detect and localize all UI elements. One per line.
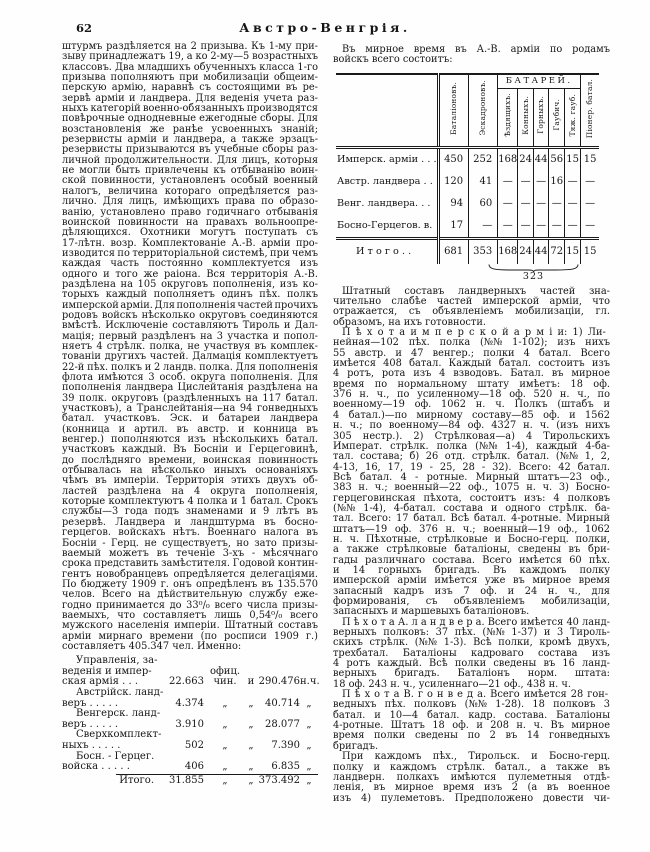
text-line-content: участковъ каждый. Въ Босніи и Герцеговинѣ,: [62, 444, 318, 456]
staff-value: 40.714: [265, 697, 300, 709]
table-cell: 15: [565, 238, 581, 264]
table-cell: —: [498, 171, 518, 193]
text-line: [62, 642, 318, 652]
staff-label: [62, 656, 158, 688]
staff-value: 6.835: [271, 761, 300, 773]
text-line-content: пополненія ландвера Цислейтанія раздѣлена на: [62, 382, 318, 394]
staff-value: 290.476: [258, 676, 300, 688]
table-cell: 681: [438, 238, 469, 264]
staff-value: 406: [184, 761, 204, 773]
text-line-content: н. ч. Пѣхотные, стрѣлковые и Босно-герц. полки,: [333, 533, 610, 545]
table-cell: —: [518, 171, 534, 193]
text-line-content: нейная—102 пѣх. полка (№№ 1-102); изъ нихъ: [333, 337, 610, 349]
text-line-content: ваемый можетъ въ теченіе 3-хъ - мѣсячнаго: [62, 547, 318, 559]
text-line-content: батал. участковъ. Эск. и батареи ландвера: [62, 413, 318, 425]
text-line-content: призыва пополняютъ при мобилизаціи общеим-: [62, 72, 318, 84]
text-line-content: которые комплектуютъ 4 полка и 1 батал. Срокъ: [62, 496, 318, 508]
text-line-content: ныхъ категорій военно-обязанныхъ производятся: [62, 103, 318, 115]
text-line-content: скихъ стрѣлк. (№№ 1-3). Всѣ полки, кромѣ двухъ,: [333, 637, 610, 649]
table-cell: 16: [549, 171, 565, 193]
text-line-content: 18 оф. 243 н. ч., усиленнаго—21 оф., 438 н. ч.: [333, 678, 571, 690]
staff-value: „: [306, 774, 312, 786]
row-label: Австр. ландвера . .: [337, 176, 433, 188]
text-line-content: венгер.) пополняются изъ нѣсколькихъ батал.: [62, 434, 318, 446]
staff-value: „: [222, 761, 228, 773]
text-line-content: 4 ротъ каждый. Всѣ полки сведены въ 16 ланд-: [333, 658, 610, 670]
text-line-content: 383 н. ч.; военный—22 оф., 1075 н. ч. 3) Босно-: [333, 482, 610, 494]
battery-subcolumn-header: [533, 88, 549, 147]
text-line-content: изводится по территоріальной системѣ, при чемъ: [62, 247, 318, 259]
text-line-content: ваемыхъ, что составляетъ лишь 0,54⁰/₀ всего: [62, 609, 318, 621]
text-line-content: 305 нестр.). 2) Стрѣлковая—а) 4 Тирольскихъ: [333, 430, 610, 442]
column-header-text: Гаубич.: [552, 99, 562, 132]
text-line-content: герцегов. войскахъ нѣтъ. Военнаго налога въ: [62, 527, 318, 539]
table-cell: —: [469, 215, 498, 239]
staff-value: „: [306, 740, 312, 752]
text-line-content: Штатный составъ ландверныхъ частей зна-: [342, 285, 610, 297]
text-line-content: резервисты арміи и ландвера, а также эрзацъ-: [62, 134, 318, 146]
staff-value: 22.663: [169, 676, 204, 688]
text-line-content: чѣмъ въ имперіи. Территорія этихъ двухъ об-: [62, 475, 318, 487]
text-line-content: верныхъ полковъ: 37 пѣх. (№№ 1-37) и 3 Тироль-: [333, 627, 610, 639]
text-line-content: классовъ. Два младшихъ обученныхъ класса 1-го: [62, 61, 318, 73]
text-line-content: бригадъ.: [333, 740, 379, 752]
text-line-content: и 14 горныхъ бригадъ. Въ каждомъ полку: [333, 564, 610, 576]
text-line-content: отражается, съ объявленіемъ мобилизаціи, гл.: [333, 306, 610, 318]
text-line-content: мужского населенія имперіи. Штатный составъ: [62, 620, 318, 632]
staff-value: 373.492: [258, 774, 300, 786]
table-cell: —: [498, 193, 518, 215]
text-line-content: до послѣдняго времени, воинская повинность: [62, 454, 318, 466]
text-line: [333, 55, 610, 65]
battery-subcolumn-header: [549, 88, 565, 147]
text-line: Управленія, за-: [76, 655, 158, 667]
table-cell: —: [565, 171, 581, 193]
row-label: Венг. ландвера. . .: [337, 198, 431, 210]
staff-value: 28.077: [265, 718, 300, 730]
text-line-content: чительно слабѣе частей имперской арміи, что: [333, 296, 610, 308]
table-cell: —: [581, 215, 599, 239]
text-line-content: торыхъ каждый пополняетъ одинъ пѣх. полкъ: [62, 289, 318, 301]
text-line-content: штатъ—19 оф. 376 н. ч.; военный—19 оф., 1062: [333, 523, 610, 535]
table-cell: 252: [469, 147, 498, 171]
battery-subcolumn-header: [518, 88, 534, 147]
text-line-content: тованіи другихъ частей. Далмація комплектуетъ: [62, 351, 318, 363]
page-number: 62: [76, 21, 93, 35]
text-line-content: запасныхъ и маршевыхъ баталіоновъ.: [333, 606, 530, 618]
text-line-content: службы—3 года подъ знаменами и 9 лѣтъ въ: [62, 506, 318, 518]
text-line: Босн. - Герцег.: [76, 750, 155, 762]
text-line-content: н. ч.; по военному—84 оф. 4327 н. ч. (изъ нихъ: [333, 420, 610, 432]
battery-table-body: [336, 147, 599, 264]
staff-label: [62, 687, 164, 709]
text-line: войска . . . . .: [62, 761, 130, 773]
table-cell: 15: [581, 147, 599, 171]
column-header: [438, 74, 469, 148]
text-line-content: 4-ротные. Штатъ 18 оф. и 208 н. ч. Въ мирное: [333, 720, 610, 732]
text-line-content: трехбатал. Баталіоны кадроваго состава изъ: [333, 647, 610, 659]
text-line-content: штурмъ раздѣляется на 2 призыва. Къ 1-му при-: [62, 41, 318, 52]
text-line-content: мація; первый раздѣленъ на 3 участка и попол-: [62, 330, 318, 342]
text-line-content: Босніи - Герц. не существуетъ, но зато призы-: [62, 537, 318, 549]
table-cell: 24: [518, 147, 534, 171]
text-line-content: зыву принадлежатъ 19, а ко 2-му—5 возрастныхъ: [62, 51, 318, 63]
text-line-content: полку и каждомъ стрѣлк. батал., а также въ: [333, 761, 610, 773]
text-line-content: лично. Для лицъ, имѣющихъ права по образо-: [62, 196, 318, 208]
table-cell: —: [518, 215, 534, 239]
column-header: [469, 74, 498, 148]
staff-value: офиц. чин.: [209, 665, 241, 688]
text-line: Сверхкомплект-: [76, 729, 162, 741]
text-line-content: П ѣ х о т а В. г о н в е д а. Всего имѣется 28 гон-: [342, 689, 609, 701]
header-row: [336, 74, 599, 89]
staff-value: „: [248, 761, 254, 773]
table-row: [336, 193, 599, 215]
text-line-content: ведныхъ пѣх. полковъ (№№ 1-28). 18 полковъ 3: [333, 699, 610, 711]
page-title: Австро-Венгрія.: [239, 20, 411, 35]
right-column: [333, 45, 610, 804]
text-line-content: 55 австр. и 47 венгер.; полки 4 батал. Всего: [333, 347, 610, 359]
text-line-content: ластей раздѣлена на 4 округа пополненія,: [62, 485, 318, 497]
text-line-content: 4 батал.)—по мирному составу—85 оф. и 1562: [333, 409, 610, 421]
batteries-total-value: 323: [522, 270, 545, 282]
text-line-content: 39 полк. округовъ (раздѣленныхъ на 117 батал.: [62, 392, 318, 404]
table-cell: 41: [469, 171, 498, 193]
table-cell: 60: [469, 193, 498, 215]
text-line: [333, 794, 610, 804]
column-header-text: Эскадроновъ.: [478, 80, 488, 136]
text-line-content: возстановленія же ранѣе усвоенныхъ знаній;: [62, 123, 318, 135]
right-column-text: [333, 287, 610, 804]
text-line: ныхъ . . . . .: [62, 740, 121, 752]
text-line: веръ . . . . .: [62, 718, 119, 730]
staff-value: „: [306, 697, 312, 709]
text-line: веръ . . . . .: [62, 697, 119, 709]
text-line-content: челов. Всего на дѣйствительную службу еже-: [62, 589, 318, 601]
staff-value: 502: [184, 740, 204, 752]
text-line-content: одного и того же раіона. Вся территорія А.-В.: [62, 268, 318, 280]
table-cell: 44: [533, 238, 549, 264]
table-corner: [336, 74, 438, 148]
table-cell: 450: [438, 147, 469, 171]
text-line-content: 17-лѣтн. возр. Комплектованіе А.-В. арміи про-: [62, 237, 318, 249]
text-line-content: тал. состава; б) 26 отд. стрѣлк. батал. (№№ 1, 2,: [333, 451, 610, 463]
text-line-content: ванію, установлено право годичнаго отбыванія: [62, 206, 318, 218]
staff-value: „: [222, 697, 228, 709]
table-cell: —: [549, 193, 565, 215]
text-line-content: герцеговинская пѣхота, состоитъ изъ: 4 полковъ: [333, 492, 610, 504]
staff-value: „: [306, 761, 312, 773]
text-line-content: ской повинности, установленъ особый военный: [62, 175, 318, 187]
battery-subcolumn-header: [498, 88, 518, 147]
text-line-content: Всѣ батал. 4 - ротные. Мирный штатъ—23 оф.,: [333, 471, 610, 483]
text-line: Венгерск. ланд-: [76, 708, 161, 720]
table-cell: 15: [565, 147, 581, 171]
table-cell: —: [498, 215, 518, 239]
table-cell: —: [518, 193, 534, 215]
table-row: [336, 171, 599, 193]
text-line-content: няетъ 4 стрѣлк. полка, не участвуя въ комплек-: [62, 340, 318, 352]
text-line-content: гады различнаго состава. Всего имѣется 60 пѣх.: [333, 554, 610, 566]
table-cell: 24: [518, 238, 534, 264]
staff-value: „: [222, 718, 228, 730]
staff-value: 31.855: [169, 774, 204, 786]
text-line-content: 4 ротъ, рота изъ 4 взводовъ. Батал. въ мирное: [333, 368, 610, 380]
staff-label: [62, 729, 162, 752]
text-line-content: годно принимается до 33⁰/₀ всего числа призы-: [62, 599, 318, 611]
text-line-content: время по нормальному штату имѣетъ: 18 оф.: [333, 378, 610, 390]
text-line-content: запасный кадръ изъ 7 оф. и 24 н. ч., для: [333, 585, 610, 597]
text-line: веденія и импер-: [62, 665, 152, 677]
table-cell: 56: [549, 147, 565, 171]
table-cell: —: [581, 171, 599, 193]
table-cell: —: [533, 215, 549, 239]
text-line-content: личной продолжительности. Для лицъ, которыя: [62, 154, 318, 166]
text-line: ская армія . . .: [62, 676, 139, 688]
table-cell: —: [549, 215, 565, 239]
column-header-text: Піонер. батал.: [585, 78, 595, 138]
staff-value: „: [248, 697, 254, 709]
text-line-content: каждая часть постоянно комплектуется изъ: [62, 258, 318, 270]
text-line-content: составляетъ 405.347 чел. Именно:: [62, 640, 242, 652]
battery-table: [336, 73, 599, 264]
text-line-content: резервисты призываются въ учебные сборы раз-: [62, 144, 318, 156]
staff-value: н.ч.: [300, 676, 320, 688]
column-header: [581, 74, 599, 148]
table-cell: —: [581, 193, 599, 215]
text-line: Австрійск. ланд-: [76, 687, 164, 699]
table-cell: 72: [549, 238, 565, 264]
staff-row: [62, 688, 318, 709]
text-line-content: По бюджету 1909 г. онъ опредѣленъ въ 135.570: [62, 578, 318, 590]
text-line-content: участковъ), а Транслейтанія—на 94 гонведныхъ: [62, 403, 318, 415]
text-line-content: повѣрочные однодневные ежегодные сборы. Для: [62, 113, 318, 125]
total-label: И т о г о . .: [336, 238, 438, 264]
staff-row: [62, 709, 318, 730]
text-line-content: имперской арміи. Для пополненія частей прочихъ: [62, 299, 318, 311]
column-header-text: Ѣздящихъ.: [503, 93, 513, 138]
text-line-content: 376 н. ч., по усиленному—18 оф. 520 н. ч., по: [333, 389, 610, 401]
text-line-content: а также стрѣлковые баталіоны, сведены въ бри-: [333, 544, 610, 556]
text-line-content: войскъ всего состоитъ:: [333, 54, 453, 66]
text-line-content: ленія, въ мирное время изъ 2 (а въ военное: [333, 782, 610, 794]
text-line-content: (№№ 1-4), 4-батал. состава и одного стрѣлк. ба-: [333, 502, 610, 514]
table-cell: 353: [469, 238, 498, 264]
text-line-content: налогъ, величина котораго опредѣляется раз-: [62, 185, 318, 197]
staff-total-row: [62, 776, 318, 787]
text-line-content: Императ. стрѣлк. полка (№№ 1-4), каждый 4-ба-: [333, 440, 610, 452]
text-line-content: (конница и артил. въ австр. и конница въ: [62, 423, 318, 435]
text-line-content: раздѣлена на 105 округовъ пополненія, изъ ко-: [62, 278, 318, 290]
total-label: Итого.: [119, 774, 154, 786]
text-line-content: верныхъ бригадъ. Баталіонъ норм. штата:: [333, 668, 610, 680]
staff-value: 3.910: [175, 718, 204, 730]
text-line-content: формированія, съ объявленіемъ мобилизаціи,: [333, 596, 610, 607]
text-line-content: воинской повинности на правахъ вольноопре-: [62, 216, 318, 228]
text-line-content: изъ 4) пулеметовъ. Предположено довести чи-: [333, 792, 610, 804]
staff-row: [62, 656, 318, 688]
text-line-content: П ѣ х о т а А. л а н д в е р а. Всего имѣется 40 ланд-: [342, 616, 610, 628]
text-line-content: время полки сведены по 2 въ 14 гонведныхъ: [333, 730, 610, 742]
staff-label: [62, 708, 161, 730]
staff-label: [62, 752, 158, 773]
text-line-content: резервѣ. Ландвера и ландштурма въ босно-: [62, 516, 318, 528]
text-line-content: дѣляющихся. Охотники могутъ поступать съ: [62, 227, 318, 239]
table-cell: 44: [533, 147, 549, 171]
staff-strength-list: [62, 656, 318, 786]
text-line-content: 4-13, 16, 17, 19 - 25, 28 - 32). Всего: 42 батал.: [333, 461, 610, 473]
staff-value: „: [222, 774, 228, 786]
text-line-content: П ѣ х о т а и м п е р с к о й а р м і и: 1) Ли-: [342, 327, 606, 339]
text-line-content: батал. и 10—4 батал. кадр. состава. Баталіоны: [333, 709, 610, 721]
table-row: [336, 147, 599, 171]
text-line-content: 22-й пѣх. полкъ и 2 ландв. полка. Для пополненія: [62, 361, 318, 373]
text-line-content: военному—19 оф. 1062 н. ч. Полкъ (штабъ и: [333, 399, 610, 411]
table-cell: 15: [581, 238, 599, 264]
text-line-content: перскую армію, наравнѣ съ состоящими въ ре-: [62, 82, 318, 94]
battery-table-head: [336, 74, 599, 148]
text-line-content: ландверн. полкахъ имѣются пулеметныя отдѣ-: [333, 771, 610, 783]
text-line-content: вмѣстѣ. Исключеніе составляютъ Тироль и Дал-: [62, 320, 318, 332]
left-column-text: [62, 42, 318, 652]
text-line-content: Въ мирное время въ А.-В. арміи по родамъ: [342, 44, 610, 55]
text-line-content: срока представить замѣстителя. Годовой контин-: [62, 558, 318, 570]
table-cell: —: [533, 171, 549, 193]
row-label: Имперск. арміи . . .: [337, 154, 437, 166]
staff-row: [62, 730, 318, 751]
staff-value: „: [222, 740, 228, 752]
intro-text: [333, 45, 610, 66]
text-line-content: арміи мирнаго времени (по росписи 1909 г.): [62, 630, 318, 642]
table-cell: —: [565, 215, 581, 239]
column-header-text: Тяж. гауб.: [567, 93, 577, 137]
text-line-content: При каждомъ пѣх., Тирольск. и Босно-герц.: [342, 751, 610, 763]
staff-value: „: [248, 718, 254, 730]
total-row: [336, 238, 599, 264]
staff-value: „: [306, 718, 312, 730]
staff-value: „: [248, 740, 254, 752]
text-line-content: зервѣ арміи и ландвера. Для веденія учета раз-: [62, 92, 318, 104]
text-line-content: тал. Всего: 17 батал. Всѣ батал. 4-ротные. Мирный: [333, 513, 610, 525]
battery-group-header: БАТАРЕЙ.: [498, 74, 581, 89]
text-line-content: имѣется 408 батал. Каждый батал. состоитъ изъ: [333, 358, 610, 370]
text-line-content: образомъ, на ихъ готовности.: [333, 316, 486, 328]
column-header-text: Баталіоновъ.: [449, 81, 459, 135]
table-cell: 17: [438, 215, 469, 239]
text-line-content: родовъ войскъ нѣсколько округовъ соединяются: [62, 309, 318, 321]
text-line-content: имперской арміи имѣется уже въ мирное время: [333, 575, 610, 587]
table-cell: 120: [438, 171, 469, 193]
column-header-text: Конныхъ.: [520, 95, 530, 135]
text-line-content: гентъ новобранцевъ опредѣляется делегаціями.: [62, 568, 318, 580]
table-cell: 168: [498, 238, 518, 264]
table-row: [336, 215, 599, 239]
staff-value: и: [247, 676, 255, 688]
left-column: [62, 42, 318, 786]
staff-value: 4.374: [175, 697, 204, 709]
text-line-content: не могли быть привлечены къ отбыванію воин-: [62, 165, 318, 177]
batteries-total: [488, 264, 579, 282]
text-line-content: отбывалась на нѣсколько иныхъ основаніяхъ: [62, 465, 318, 477]
staff-value: 7.390: [271, 740, 300, 752]
table-cell: 168: [498, 147, 518, 171]
staff-value: „: [248, 774, 254, 786]
text-line-content: флота имѣются 3 особ. округа пополненія. Для: [62, 372, 318, 383]
staff-row: [62, 752, 318, 773]
column-header-text: Горныхъ.: [536, 96, 546, 135]
battery-subcolumn-header: [565, 88, 581, 147]
table-cell: —: [533, 193, 549, 215]
table-cell: —: [565, 193, 581, 215]
battery-table-wrap: [336, 73, 599, 282]
row-label: Босно-Герцегов. в.: [337, 220, 433, 232]
table-cell: 94: [438, 193, 469, 215]
